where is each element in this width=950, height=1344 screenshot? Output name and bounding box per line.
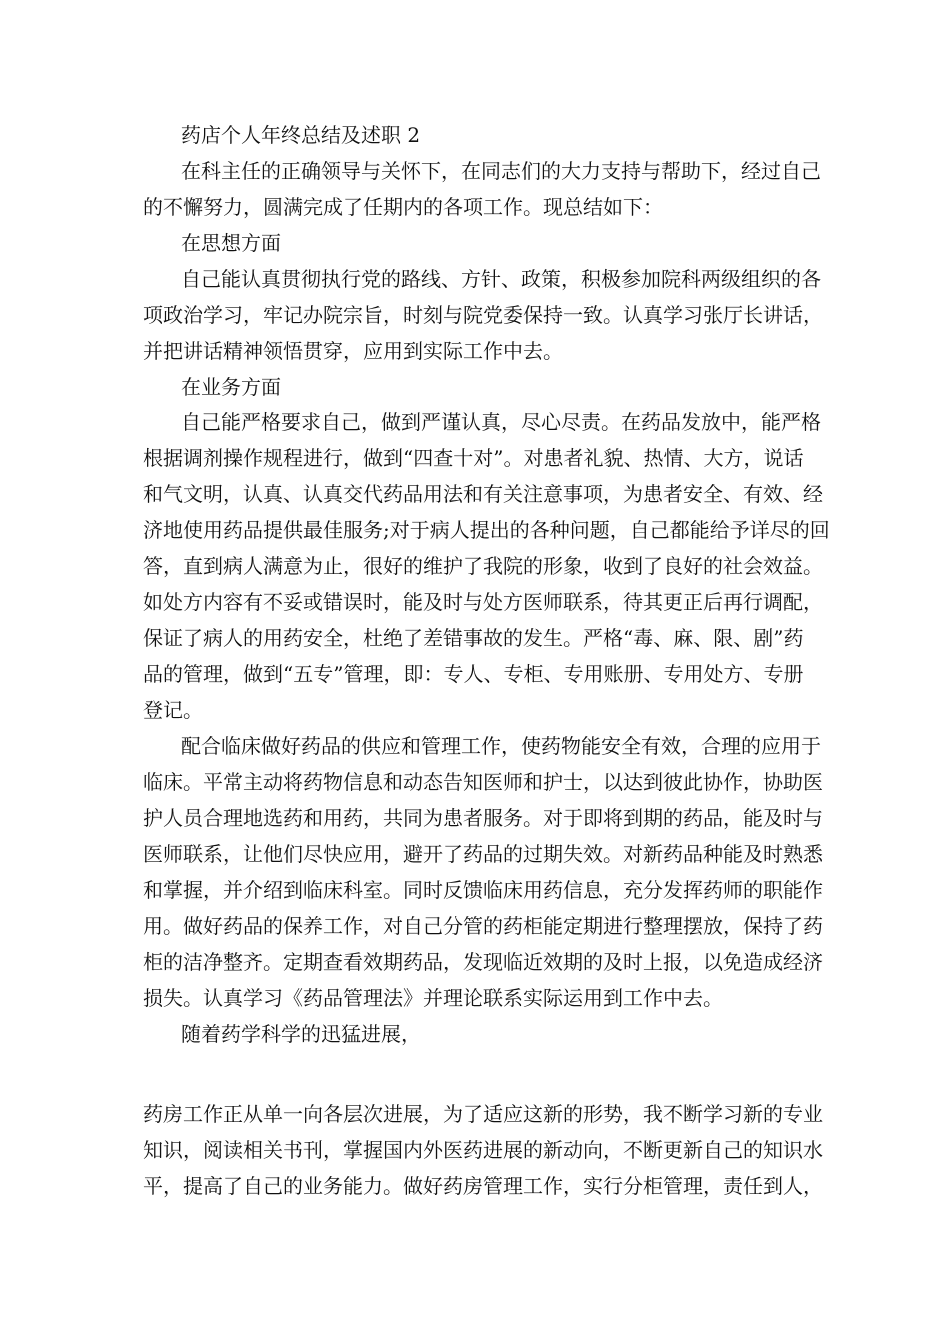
paragraph-line: 自己能严格要求自己，做到严谨认真，尽心尽责。在药品发放中，能严格: [181, 410, 821, 434]
paragraph-line: 根据调剂操作规程进行，做到“四查十对”。对患者礼貌、热情、大方，说话: [143, 446, 804, 470]
document-title: 药店个人年终总结及述职 2: [181, 123, 421, 147]
paragraph-line: 和掌握，并介绍到临床科室。同时反馈临床用药信息，充分发挥药师的职能作: [143, 878, 823, 902]
paragraph-line: 并把讲话精神领悟贯穿，应用到实际工作中去。: [143, 339, 563, 363]
paragraph-line: 的不懈努力，圆满完成了任期内的各项工作。现总结如下：: [143, 195, 663, 219]
paragraph-line: 平，提高了自己的业务能力。做好药房管理工作，实行分柜管理，责任到人，: [143, 1174, 823, 1198]
paragraph-line: 登记。: [143, 698, 203, 722]
paragraph-line: 济地使用药品提供最佳服务;对于病人提出的各种问题，自己都能给予详尽的回: [143, 518, 830, 542]
section-heading-thought: 在思想方面: [181, 231, 281, 255]
section-heading-business: 在业务方面: [181, 375, 281, 399]
paragraph-line: 临床。平常主动将药物信息和动态告知医师和护士，以达到彼此协作，协助医: [143, 770, 823, 794]
paragraph-line: 答，直到病人满意为止，很好的维护了我院的形象，收到了良好的社会效益。: [143, 554, 823, 578]
paragraph-line: 项政治学习，牢记办院宗旨，时刻与院党委保持一致。认真学习张厅长讲话，: [143, 303, 823, 327]
paragraph-line: 保证了病人的用药安全，杜绝了差错事故的发生。严格“毒、麻、限、剧”药: [143, 626, 804, 650]
paragraph-line: 医师联系，让他们尽快应用，避开了药品的过期失效。对新药品种能及时熟悉: [143, 842, 823, 866]
paragraph-line: 药房工作正从单一向各层次进展，为了适应这新的形势，我不断学习新的专业: [143, 1102, 823, 1126]
paragraph-line: 损失。认真学习《药品管理法》并理论联系实际运用到工作中去。: [143, 986, 723, 1010]
paragraph-line: 随着药学科学的迅猛进展，: [181, 1022, 421, 1046]
paragraph-line: 柜的洁净整齐。定期查看效期药品，发现临近效期的及时上报，以免造成经济: [143, 950, 823, 974]
paragraph-line: 配合临床做好药品的供应和管理工作，使药物能安全有效，合理的应用于: [181, 734, 821, 758]
paragraph-line: 知识，阅读相关书刊，掌握国内外医药进展的新动向，不断更新自己的知识水: [143, 1138, 823, 1162]
paragraph-line: 在科主任的正确领导与关怀下，在同志们的大力支持与帮助下，经过自己: [181, 159, 821, 183]
paragraph-line: 如处方内容有不妥或错误时，能及时与处方医师联系，待其更正后再行调配，: [143, 590, 823, 614]
paragraph-line: 护人员合理地选药和用药，共同为患者服务。对于即将到期的药品，能及时与: [143, 806, 823, 830]
paragraph-line: 品的管理，做到“五专”管理，即：专人、专柜、专用账册、专用处方、专册: [143, 662, 804, 686]
paragraph-line: 和气文明，认真、认真交代药品用法和有关注意事项，为患者安全、有效、经: [143, 482, 823, 506]
paragraph-line: 自己能认真贯彻执行党的路线、方针、政策，积极参加院科两级组织的各: [181, 267, 821, 291]
paragraph-line: 用。做好药品的保养工作，对自己分管的药柜能定期进行整理摆放，保持了药: [143, 914, 823, 938]
